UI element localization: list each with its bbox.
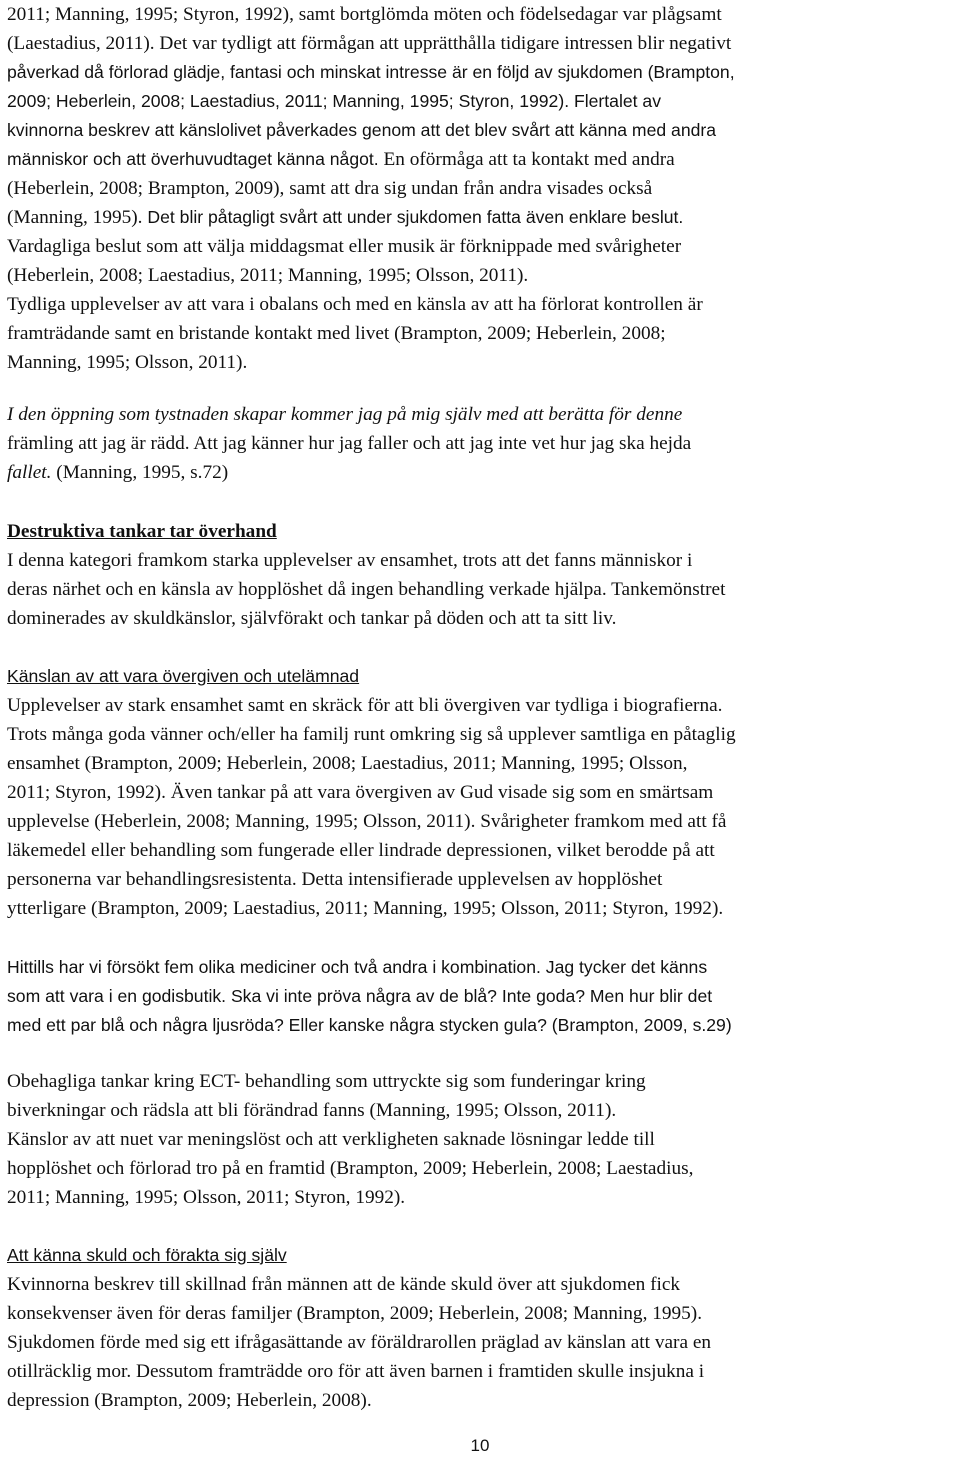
text-line [7, 203, 955, 232]
text-line: depression (Brampton, 2009; Heberlein, 2008). [7, 1390, 372, 1411]
text-line: konsekvenser även för deras familjer (Brampton, 2009; Heberlein, 2008; Manning, 1995). [7, 1303, 703, 1324]
section-heading: Destruktiva tankar tar överhand [7, 521, 277, 542]
block-quote [7, 400, 955, 487]
quote-line: som att vara i en godisbutik. Ska vi inte pröva några av de blå? Inte goda? Men hur blir det [7, 986, 713, 1006]
text-line: Tydliga upplevelser av att vara i obalans och med en känsla av att ha förlorat kontrollen är [7, 294, 703, 315]
text-line: Upplevelser av stark ensamhet samt en skräck för att bli övergiven var tydliga i biografierna. [7, 695, 723, 716]
text-line: deras närhet och en känsla av hopplöshet då ingen behandling verkade hjälpa. Tankemönstret [7, 579, 726, 600]
text-line: Manning, 1995; Olsson, 2011). [7, 352, 248, 373]
text-run: fallet. [7, 462, 52, 483]
text-line: framträdande samt en bristande kontakt med livet (Brampton, 2009; Heberlein, 2008; [7, 323, 666, 344]
quote-line [7, 458, 955, 487]
quote-line: med ett par blå och några ljusröda? Eller kanske några stycken gula? (Brampton, 2009, s.29) [7, 1015, 732, 1035]
text-line: 2011; Manning, 1995; Styron, 1992), samt bortglömda möten och födelsedagar var plågsamt [7, 4, 722, 25]
text-line: upplevelse (Heberlein, 2008; Manning, 1995; Olsson, 2011). Svårigheter framkom med att få [7, 811, 727, 832]
subsection-skuld [7, 1241, 955, 1415]
ect-paragraph [7, 1067, 955, 1212]
text-line: läkemedel eller behandling som fungerade eller lindrade depressionen, vilket berodde på att [7, 840, 715, 861]
text-line: ensamhet (Brampton, 2009; Heberlein, 2008; Laestadius, 2011; Manning, 1995; Olsson, [7, 753, 688, 774]
quote-line: I den öppning som tystnaden skapar kommer jag på mig själv med att berätta för denne [7, 404, 683, 425]
quote-line: Hittills har vi försökt fem olika mediciner och två andra i kombination. Jag tycker det känns [7, 957, 708, 977]
text-line: Sjukdomen förde med sig ett ifrågasättande av föräldrarollen präglad av känslan att vara en [7, 1332, 712, 1353]
text-line: Trots många goda vänner och/eller ha familj runt omkring sig så upplever samtliga en påtaglig [7, 724, 736, 745]
intro-paragraph [7, 0, 955, 377]
text-line: (Laestadius, 2011). Det var tydligt att förmågan att upprätthålla tidigare intressen blir negativt [7, 33, 732, 54]
text-line: Kvinnorna beskrev till skillnad från männen att de kände skuld över att sjukdomen fick [7, 1274, 681, 1295]
subsection-heading: Att känna skuld och förakta sig själv [7, 1245, 287, 1265]
text-line: Obehagliga tankar kring ECT- behandling som uttryckte sig som funderingar kring [7, 1071, 646, 1092]
text-line: kvinnorna beskrev att känslolivet påverkades genom att det blev svårt att känna med andra [7, 120, 717, 140]
text-run: Det blir påtagligt svårt att under sjukdomen fatta även enklare beslut. [142, 207, 684, 227]
text-line: Känslor av att nuet var meningslöst och att verkligheten saknade lösningar ledde till [7, 1129, 655, 1150]
text-line: otillräcklig mor. Dessutom framträdde oro för att även barnen i framtiden skulle insjukna i [7, 1361, 705, 1382]
text-run: En oförmåga att ta kontakt med andra [378, 149, 675, 170]
text-line: (Heberlein, 2008; Brampton, 2009), samt att dra sig undan från andra visades också [7, 178, 653, 199]
text-line: 2011; Styron, 1992). Även tankar på att vara övergiven av Gud visade sig som en smärtsam [7, 782, 714, 803]
text-run: (Manning, 1995). [7, 207, 143, 228]
subsection-heading: Känslan av att vara övergiven och utelämnad [7, 666, 360, 686]
page-number: 10 [470, 1436, 490, 1455]
text-line: biverkningar och rädsla att bli förändrad fanns (Manning, 1995; Olsson, 2011). [7, 1100, 617, 1121]
text-line: I denna kategori framkom starka upplevelser av ensamhet, trots att det fanns människor i [7, 550, 693, 571]
quote-line: främling att jag är rädd. Att jag känner hur jag faller och att jag inte vet hur jag ska hejda [7, 433, 692, 454]
text-line: hopplöshet och förlorad tro på en framtid (Brampton, 2009; Heberlein, 2008; Laestadius, [7, 1158, 694, 1179]
text-line: (Heberlein, 2008; Laestadius, 2011; Manning, 1995; Olsson, 2011). [7, 265, 529, 286]
text-line: Vardagliga beslut som att välja middagsmat eller musik är förknippade med svårigheter [7, 236, 682, 257]
text-run: (Manning, 1995, s.72) [51, 462, 229, 483]
text-line: ytterligare (Brampton, 2009; Laestadius, 2011; Manning, 1995; Olsson, 2011; Styron, 1992). [7, 898, 724, 919]
text-line: 2011; Manning, 1995; Olsson, 2011; Styron, 1992). [7, 1187, 406, 1208]
text-line [7, 87, 955, 116]
quote-brampton [7, 953, 955, 1040]
text-line: personerna var behandlingsresistenta. Detta intensifierade upplevelsen av hopplöshet [7, 869, 663, 890]
text-run: Flertalet av [569, 91, 662, 111]
text-run: 2009; Heberlein, 2008; Laestadius, 2011; Manning, 1995; Styron, 1992). [7, 91, 570, 111]
text-line [7, 145, 955, 174]
text-run: människor och att överhuvudtaget känna något. [7, 149, 379, 169]
subsection-overgiven [7, 662, 955, 923]
text-line: dominerades av skuldkänslor, självförakt och tankar på döden och att ta sitt liv. [7, 608, 617, 629]
section-destruktiva [7, 517, 955, 633]
text-line: påverkad då förlorad glädje, fantasi och minskat intresse är en följd av sjukdomen (Brampton, [7, 62, 735, 82]
